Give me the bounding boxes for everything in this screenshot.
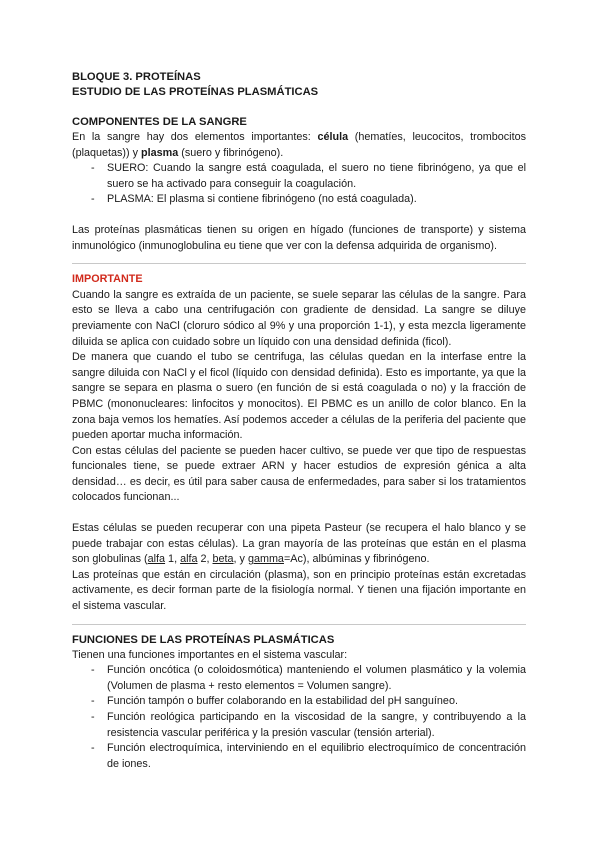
block-title: BLOQUE 3. PROTEÍNAS xyxy=(72,71,201,83)
origin-paragraph: Las proteínas plasmáticas tienen su origen en hígado (funciones de transporte) y sistema inmunológico (inmunoglobulina eu tiene que ver con la defensa adquirida de organismo). xyxy=(72,223,526,252)
functions-intro: Tienen una funciones importantes en el sistema vascular: xyxy=(72,648,348,661)
document-page xyxy=(72,70,526,772)
list-item-plasma: - PLASMA: El plasma si contiene fibrinógeno (no está coagulada). xyxy=(72,192,526,208)
important-paragraph-4: Estas células se pueden recuperar con una pipeta Pasteur (se recupera el halo blanco y se puede trabajar con estas células). La gran mayoría de las proteínas que están en el plasma son globulinas (alfa 1, alfa 2, beta, y gamma=Ac), albúminas y fibrinógeno. xyxy=(72,522,526,566)
list-item-oncotic: - Función oncótica (o coloidosmótica) manteniendo el volumen plasmático y la volemia (Volumen de plasma + resto elementos = Volumen sangre). xyxy=(72,663,526,694)
functions-list xyxy=(72,663,526,772)
components-list xyxy=(72,161,526,208)
list-item-buffer: - Función tampón o buffer colaborando en la estabilidad del pH sanguíneo. xyxy=(72,694,526,710)
components-heading: COMPONENTES DE LA SANGRE xyxy=(72,116,247,128)
important-label: IMPORTANTE xyxy=(72,273,143,286)
important-paragraph-5: Las proteínas que están en circulación (plasma), son en principio proteínas están excretadas activamente, es decir forman parte de la fisiología normal. Y tienen una fijación importante en el sistema vascular. xyxy=(72,568,526,613)
components-intro: En la sangre hay dos elementos importantes: célula (hematíes, leucocitos, trombocitos (plaquetas)) y plasma (suero y fibrinógeno). xyxy=(72,131,526,159)
section-divider xyxy=(72,263,526,264)
important-paragraph-3: Con estas células del paciente se pueden hacer cultivo, se puede ver que tipo de respuestas funcionales tiene, se puede extraer ARN y hacer estudios de expresión génica a alta densidad… es decir, es útil para saber causa de enfermedades, para saber si los tratamientos colocados funcionan... xyxy=(72,444,526,504)
list-item-rheologic: - Función reológica participando en la viscosidad de la sangre, y contribuyendo a la resistencia vascular periférica y la presión vascular (tensión arterial). xyxy=(72,710,526,741)
functions-heading: FUNCIONES DE LAS PROTEÍNAS PLASMÁTICAS xyxy=(72,633,335,646)
important-paragraph-1: Cuando la sangre es extraída de un paciente, se suele separar las células de la sangre. Para esto se lleva a cabo una centrifugación con gradiente de densidad. La sangre se diluye previamente con NaCl (cloruro sódico al 9% y una proporción 1-1), y esta mezcla ligeramente diluida se aplica con cuidado sobre un líquido con una densidad definida (ficol). xyxy=(72,288,526,348)
study-title: ESTUDIO DE LAS PROTEÍNAS PLASMÁTICAS xyxy=(72,86,319,98)
important-paragraph-2: De manera que cuando el tubo se centrifuga, las células quedan en la interfase entre la sangre diluida con NaCl y el ficol (líquido con densidad definida). Esto es importante, ya que la sangre se separa en plasma o suero (en función de si está coagulada o no) y la fracción de PBMC (mononucleares: linfocitos y monocitos). El PBMC es un anillo de color blanco. En la zona baja vemos los hematíes. Así podemos acceder a células de la periferia del paciente que pueden aportar mucha información. xyxy=(72,351,526,442)
section-divider xyxy=(72,624,526,625)
list-item-electrochemical: - Función electroquímica, interviniendo en el equilibrio electroquímico de concentración de iones. xyxy=(72,741,526,772)
list-item-suero: - SUERO: Cuando la sangre está coagulada, el suero no tiene fibrinógeno, ya que el suero se ha activado para conseguir la coagulación. xyxy=(72,161,526,192)
